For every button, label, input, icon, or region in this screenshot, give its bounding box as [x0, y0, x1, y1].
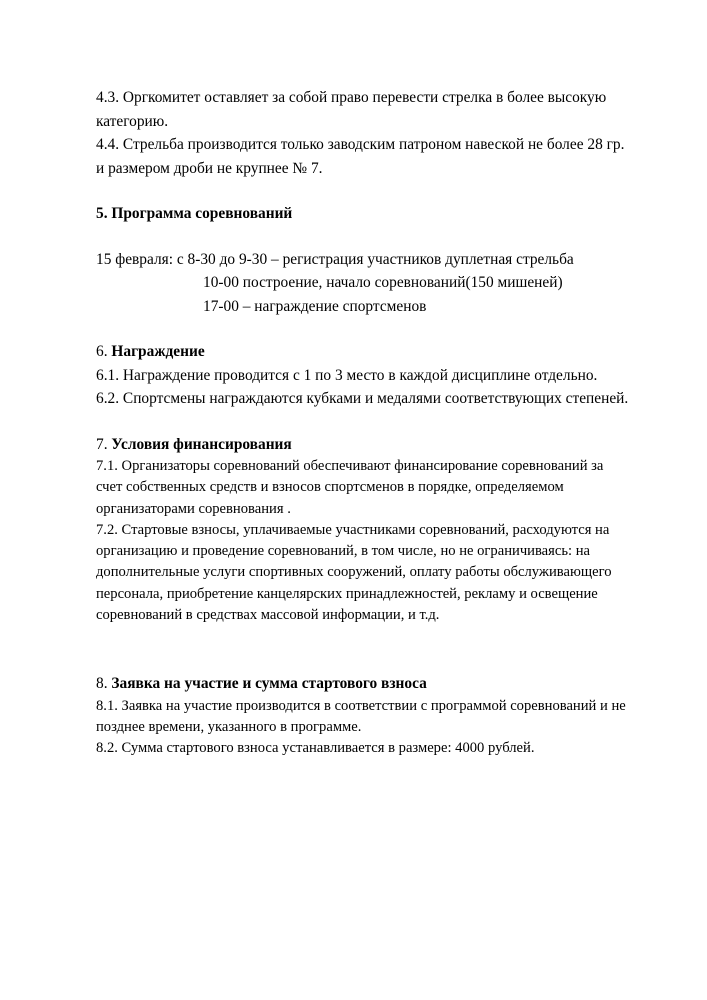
- paragraph-clause-8-2: 8.2. Сумма стартового взноса устанавливается в размере: 4000 рублей.: [96, 740, 535, 757]
- heading-section-5-number: 5.: [96, 205, 108, 222]
- heading-section-8-number: 8.: [96, 675, 108, 693]
- paragraph-clause-4-4: 4.4. Стрельба производится только заводским патроном навеской не более 28 гр. и размером дроби не крупнее № 7.: [96, 136, 625, 177]
- spacer: [96, 226, 632, 248]
- spacer: [96, 626, 632, 672]
- spacer: [96, 318, 632, 340]
- heading-section-8-title: Заявка на участие и сумма стартового взноса: [111, 675, 427, 693]
- heading-section-6-title: Награждение: [111, 343, 205, 360]
- paragraph-clause-8-1: 8.1. Заявка на участие производится в соответствии с программой соревнований и не позднее времени, указанного в программе.: [96, 697, 626, 736]
- document-body: [96, 86, 632, 760]
- heading-section-5-title: Программа соревнований: [111, 205, 293, 222]
- paragraph-clause-7-2: 7.2. Стартовые взносы, уплачиваемые участниками соревнований, расходуются на организацию и проведение соревнований, в том числе, но не ограничиваясь: на дополнительные услуги спортивных сооружений, оплату работы обслуживающего персонала, приобретение канцелярских принадлежностей, рекламу и освещение соревнований в средствах массовой информации, и т.д.: [96, 521, 612, 624]
- paragraph-clause-6-1: 6.1. Награждение проводится с 1 по 3 место в каждой дисциплине отдельно.: [96, 366, 598, 384]
- paragraph-clause-7-1: 7.1. Организаторы соревнований обеспечивают финансирование соревнований за счет собственных средств и взносов спортсменов в порядке, определяемом организаторами соревнования .: [96, 458, 604, 517]
- heading-section-5: [96, 202, 632, 226]
- schedule-line-start: 10-00 построение, начало соревнований(150 мишеней): [203, 274, 563, 291]
- heading-section-7: [96, 433, 632, 457]
- heading-section-8: [96, 672, 632, 696]
- paragraph-clause-4-3: 4.3. Оргкомитет оставляет за собой право перевести стрелка в более высокую категорию.: [96, 89, 607, 130]
- spacer: [96, 411, 632, 433]
- spacer: [96, 180, 632, 202]
- paragraph-clause-6-2: 6.2. Спортсмены награждаются кубками и медалями соответствующих степеней.: [96, 390, 629, 407]
- heading-section-6-number: 6.: [96, 343, 108, 360]
- schedule-line-awards: 17-00 – награждение спортсменов: [203, 297, 427, 315]
- heading-section-7-title: Условия финансирования: [111, 435, 292, 453]
- competition-schedule: [96, 248, 632, 319]
- heading-section-7-number: 7.: [96, 435, 108, 453]
- heading-section-6: [96, 340, 632, 364]
- schedule-line-registration: 15 февраля: с 8-30 до 9-30 – регистрация участников дуплетная стрельба: [96, 250, 574, 268]
